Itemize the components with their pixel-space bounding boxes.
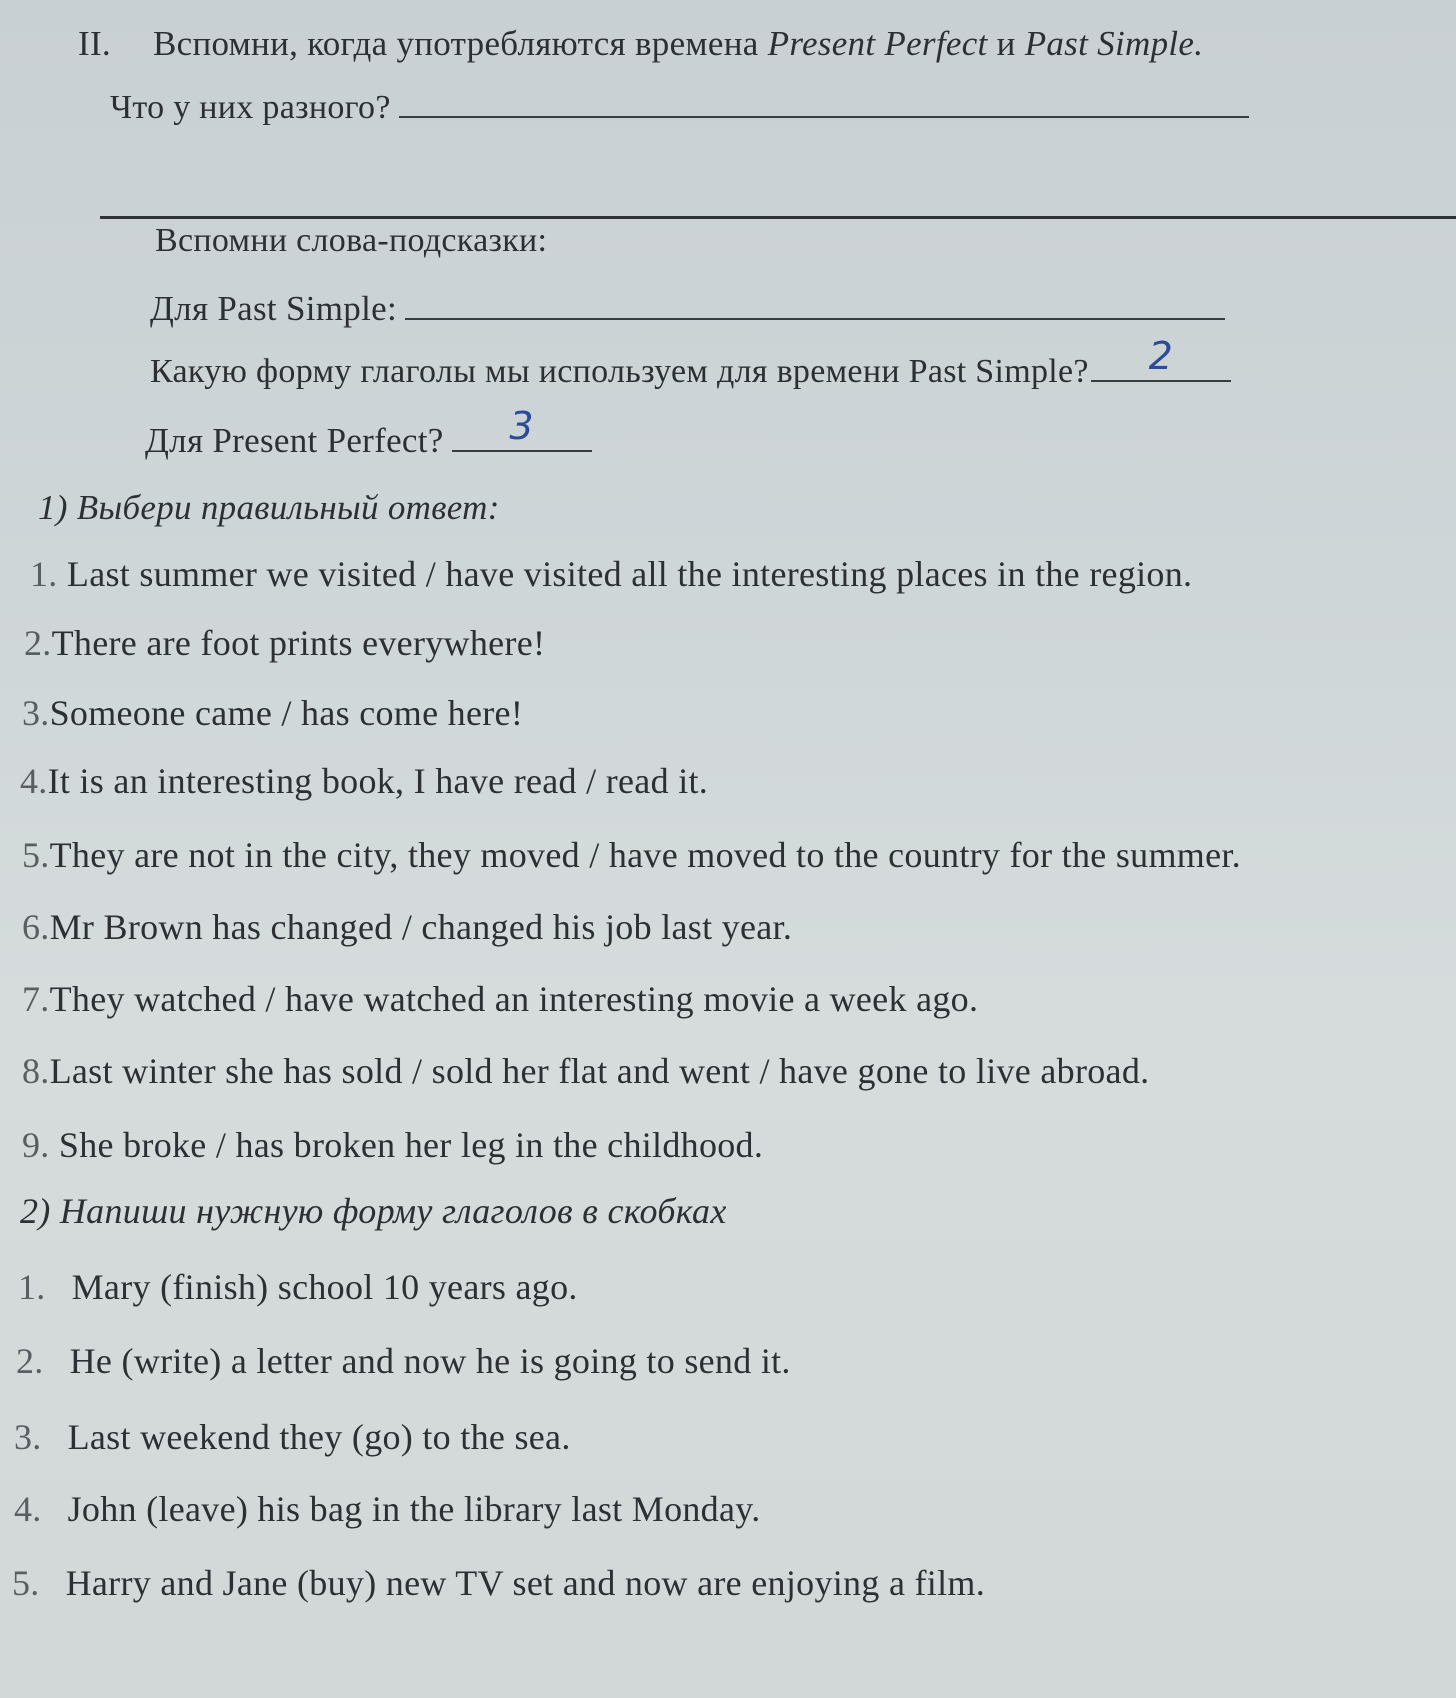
present-perfect-question-text: Для Present Perfect? [145, 421, 444, 460]
form-handwritten-answer: 2 [1148, 334, 1174, 378]
task1-item [20, 760, 708, 802]
form-question-text: Какую форму глаголы мы используем для времени Past Simple? [150, 353, 1089, 390]
present-perfect-question [145, 404, 592, 461]
item-text: It is an interesting book, I have read / read it. [47, 761, 709, 801]
item-number: 3. [22, 693, 50, 733]
hints-title: Вспомни слова-подсказки: [155, 222, 548, 259]
item-text: Mr Brown has changed / changed his job last year. [49, 907, 793, 947]
item-text: She broke / has broken her leg in the childhood. [49, 1125, 764, 1165]
task1-item [22, 1124, 763, 1166]
task1-title: 1) Выбери правильный ответ: [38, 488, 500, 527]
past-simple-hints [150, 288, 1225, 329]
item-number: 9. [22, 1125, 50, 1165]
item-number: 5. [22, 835, 50, 875]
header-text-a: Вспомни, когда употребляются времена [152, 24, 768, 63]
item-number: 4. [20, 761, 48, 801]
task2-title: 2) Напиши нужную форму глаголов в скобках [20, 1191, 727, 1231]
item-number: 2. [16, 1341, 44, 1381]
section-header [78, 24, 1203, 64]
item-text: Last winter she has sold / sold her flat and went / have gone to live abroad. [49, 1051, 1150, 1091]
item-text: He (write) a letter and now he is going to send it. [69, 1341, 791, 1381]
task1-item [22, 834, 1241, 876]
item-text: They watched / have watched an interesting movie a week ago. [49, 979, 979, 1019]
item-number: 2. [24, 623, 52, 663]
present-perfect-handwritten-answer: 3 [509, 404, 534, 448]
task2-item [16, 1340, 791, 1382]
item-number: 1. [18, 1267, 46, 1307]
item-number: 1. [30, 554, 58, 594]
task1-item [22, 906, 792, 948]
form-question [150, 334, 1231, 391]
item-text: There are foot prints everywhere! [51, 623, 546, 663]
task2-item [18, 1266, 578, 1308]
task1-item [22, 1050, 1149, 1092]
item-text: Last weekend they (go) to the sea. [67, 1417, 571, 1457]
task2-item [14, 1416, 571, 1458]
task1-item [22, 692, 523, 734]
task1-item [30, 553, 1192, 595]
past-simple-label: Для Past Simple: [150, 289, 397, 328]
answer-rule-line[interactable] [100, 216, 1456, 219]
form-answer-line[interactable] [1091, 334, 1231, 382]
section-number: II. [78, 24, 111, 63]
difference-question [110, 86, 1249, 127]
item-text: Harry and Jane (buy) new TV set and now are enjoying a film. [65, 1563, 986, 1603]
item-number: 4. [14, 1489, 42, 1529]
difference-question-text: Что у них разного? [110, 89, 391, 126]
header-tense-a: Present Perfect [767, 24, 988, 63]
item-number: 7. [22, 979, 50, 1019]
item-text: Mary (finish) school 10 years ago. [71, 1267, 578, 1307]
item-text: Someone came / has come here! [49, 693, 524, 733]
item-text: They are not in the city, they moved / have moved to the country for the summer. [49, 835, 1241, 875]
header-tense-b: Past Simple. [1024, 24, 1204, 63]
item-number: 8. [22, 1051, 50, 1091]
item-text: Last summer we visited / have visited all the interesting places in the region. [57, 554, 1193, 594]
difference-answer-line[interactable] [399, 86, 1249, 118]
item-number: 3. [14, 1417, 42, 1457]
task2-item [12, 1562, 985, 1604]
task2-item [14, 1488, 761, 1530]
item-number: 5. [12, 1563, 40, 1603]
task1-item [22, 978, 978, 1020]
present-perfect-answer-line[interactable] [452, 404, 592, 452]
past-simple-answer-line[interactable] [405, 288, 1225, 320]
header-text-b: и [987, 24, 1025, 63]
item-number: 6. [22, 907, 50, 947]
item-text: John (leave) his bag in the library last Monday. [67, 1489, 761, 1529]
task1-item [24, 622, 545, 664]
